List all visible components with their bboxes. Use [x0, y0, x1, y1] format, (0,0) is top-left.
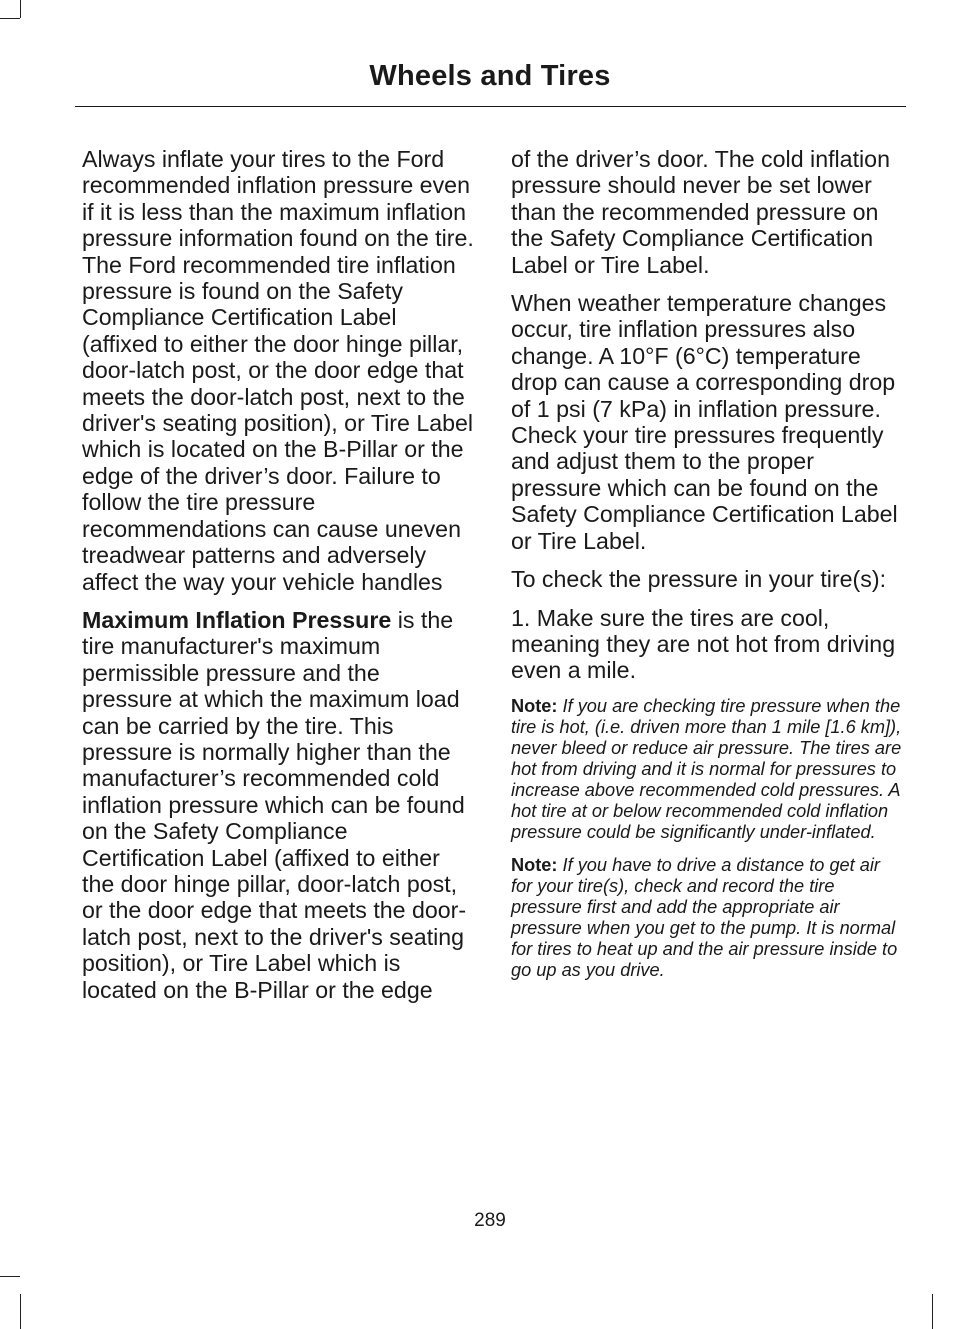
paragraph-maximum-inflation-pressure — [82, 607, 474, 1003]
crop-mark-bottom-right — [932, 1294, 933, 1329]
right-column — [511, 146, 903, 993]
note-text: If you have to drive a distance to get air for your tire(s), check and record the tire pressure first and add the appropriate air pressure when you get to the pump. It is normal for tires to heat up and the air pressure inside to go up as you drive. — [511, 854, 898, 980]
crop-mark-bottom-left-horizontal — [0, 1276, 20, 1277]
page-number: 289 — [474, 1210, 506, 1231]
definition-maximum-inflation-pressure: is the tire manufacturer's maximum permissible pressure and the pressure at which the maximum load can be carried by the tire. This pressure is normally higher than the manufacturer’s recommended cold inflation pressure which can be found on the Safety Compliance Certification Label (affixed to either the door hinge pillar, door-latch post, or the door edge that meets the door-latch post, next to the driver's seating position), or Tire Label which is located on the B-Pillar or the edge — [82, 606, 467, 1003]
header-divider — [75, 106, 906, 107]
note-label: Note: — [511, 854, 558, 875]
note-label: Note: — [511, 695, 558, 716]
crop-mark-top-left-horizontal — [0, 18, 20, 19]
page-title: Wheels and Tires — [369, 60, 611, 92]
crop-mark-bottom-left — [20, 1294, 21, 1329]
step-1: 1. Make sure the tires are cool, meaning they are not hot from driving even a mile. — [511, 604, 896, 684]
left-column — [82, 146, 474, 1015]
note-hot-tire — [511, 696, 903, 843]
paragraph-cold-inflation: of the driver’s door. The cold inflation pressure should never be set lower than the recommended pressure on the Safety Compliance Certification Label or Tire Label. — [511, 146, 890, 278]
paragraph-inflation-recommendation: Always inflate your tires to the Ford recommended inflation pressure even if it is less than the maximum inflation pressure information found on the tire. The Ford recommended tire inflation pressure is found on the Safety Compliance Certification Label (affixed to either the door hinge pillar, door-latch post, or the door edge that meets the door-latch post, next to the driver's seating position), or Tire Label which is located on the B-Pillar or the edge of the driver’s door. Failure to follow the tire pressure recommendations can cause uneven treadwear patterns and adversely affect the way your vehicle handles — [82, 146, 474, 595]
crop-mark-top-left — [20, 0, 21, 18]
paragraph-temperature-changes: When weather temperature changes occur, tire inflation pressures also change. A 10°F (6°C) temperature drop can cause a corresponding drop of 1 psi (7 kPa) in inflation pressure. Check your tire pressures frequently and adjust them to the proper pressure which can be found on the Safety Compliance Certification Label or Tire Label. — [511, 290, 898, 554]
note-drive-distance — [511, 855, 903, 981]
note-text: If you are checking tire pressure when the tire is hot, (i.e. driven more than 1 mile [1.6 km]), never bleed or reduce air pressure. The tires are hot from driving and it is normal for pressures to increase above recommended cold pressures. A hot tire at or below recommended cold inflation pressure could be significantly under-inflated. — [511, 695, 902, 842]
paragraph-check-pressure-intro: To check the pressure in your tire(s): — [511, 566, 887, 593]
term-maximum-inflation-pressure: Maximum Inflation Pressure — [82, 606, 392, 633]
